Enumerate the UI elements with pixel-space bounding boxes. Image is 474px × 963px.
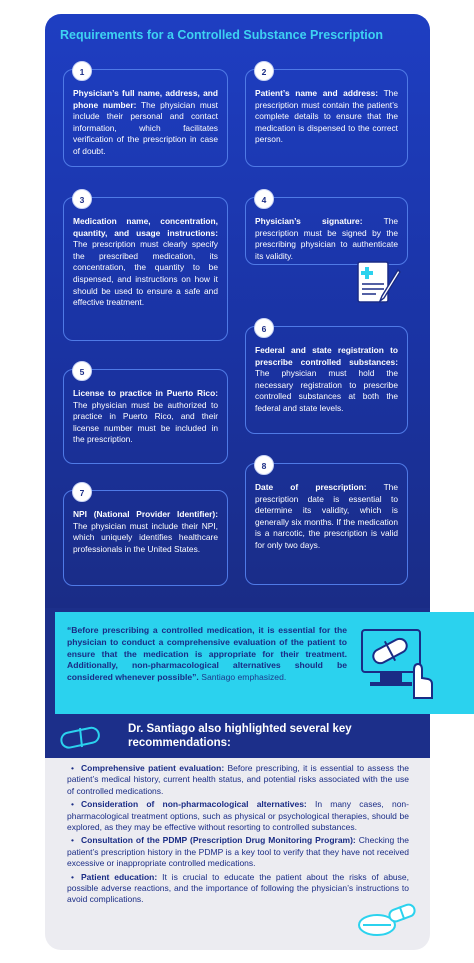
card-number: 8 [254, 455, 274, 475]
card-text: The prescription must be signed by the prescribing physician to authenticate its validity. [255, 216, 399, 261]
item-text: Checking the patient’s prescription history in the PDMP is a key tool to verify that they have not received excessive or inappropriate controlled medications. [67, 835, 409, 869]
card-text: The physician must include their NPI, which uniquely identifies healthcare professionals in the United States. [73, 520, 218, 554]
requirement-card-3 [63, 197, 228, 341]
panel-title: Requirements for a Controlled Substance Prescription [60, 28, 383, 42]
capsule-icon [57, 722, 105, 752]
card-heading: NPI (National Provider Identifier): [73, 509, 218, 519]
requirement-card-8 [245, 463, 408, 585]
card-text: The prescription must contain the patient’s complete details to ensure that the medication is dispensed to the correct person. [255, 88, 398, 145]
bullet: • [71, 763, 74, 773]
item-text: In many cases, non-pharmacological treatment options, such as physical or psychological therapies, should be explored, as they may be effective without resorting to controlled substances. [67, 799, 409, 833]
quote-text: “Before prescribing a controlled medication, it is essential for the physician to conduct a comprehensive evaluation of the patient to ensure that the medication is appropriate for their treatment. Additionally, non-pharmacological alternatives should be considered whenever possible”. [67, 625, 347, 683]
prescription-icon [350, 260, 402, 306]
card-number: 5 [72, 361, 92, 381]
recommendations-list [67, 763, 409, 908]
item-heading: Comprehensive patient evaluation: [81, 763, 225, 773]
quote [67, 625, 347, 684]
recommendations-title: Dr. Santiago also highlighted several key recommendations: [128, 723, 352, 749]
requirement-card-6 [245, 326, 408, 434]
card-number: 3 [72, 189, 92, 209]
bullet: • [71, 835, 74, 846]
card-text: The physician must be authorized to practice in Puerto Rico, and their license number must be included in the prescription. [73, 399, 218, 445]
item-text: Before prescribing, it is essential to assess the patient’s medical history, current health status, and potential risks associated with the use of controlled medications. [67, 763, 409, 796]
card-number: 4 [254, 189, 274, 209]
list-item [67, 763, 409, 797]
card-heading: Medication name, concentration, quantity, and usage instructions: [73, 216, 218, 238]
requirement-card-2 [245, 69, 408, 167]
requirement-card-5 [63, 369, 228, 464]
screen-pill-icon [358, 626, 436, 702]
quote-attribution: Santiago emphasized. [198, 672, 287, 683]
card-number: 7 [72, 482, 92, 502]
requirement-card-4 [245, 197, 408, 265]
item-heading: Consultation of the PDMP (Prescription Drug Monitoring Program): [81, 835, 356, 846]
card-text: The physician must include their personal and contact information, which facilitates verification of the prescription in case of doubt. [73, 99, 219, 156]
item-text: It is crucial to educate the patient about the risks of abuse, possible adverse reactions, and the importance of following the physician’s instructions to avoid complications. [67, 871, 409, 905]
requirement-card-1 [63, 69, 228, 167]
list-item [67, 799, 409, 833]
card-text: The prescription date is essential to determine its validity, which is generally six months. If the medication is a narcotic, the prescription is valid for only two days. [255, 482, 398, 550]
card-heading: License to practice in Puerto Rico: [73, 388, 218, 398]
pills-icon [355, 897, 417, 941]
card-heading: Date of prescription: [255, 482, 367, 492]
item-heading: Consideration of non-pharmacological alternatives: [81, 799, 307, 810]
card-text: The physician must hold the necessary registration to prescribe controlled substances at both the federal and state levels. [255, 368, 398, 413]
card-number: 6 [254, 318, 274, 338]
item-heading: Patient education: [81, 871, 158, 882]
card-heading: Physician’s signature: [255, 216, 363, 226]
bullet: • [71, 871, 74, 882]
requirement-card-7 [63, 490, 228, 586]
card-number: 2 [254, 61, 274, 81]
list-item [67, 835, 409, 869]
card-heading: Federal and state registration to prescribe controlled substances: [255, 345, 398, 367]
card-text: The prescription must clearly specify the prescribed medication, its concentration, the quantity to be dispensed, and instructions on how it should be used to ensure a safe and effective treatment. [73, 239, 218, 308]
card-number: 1 [72, 61, 92, 81]
bullet: • [71, 799, 74, 810]
card-heading: Physician’s full name, address, and phone number: [73, 88, 218, 110]
card-heading: Patient’s name and address: [255, 88, 379, 98]
